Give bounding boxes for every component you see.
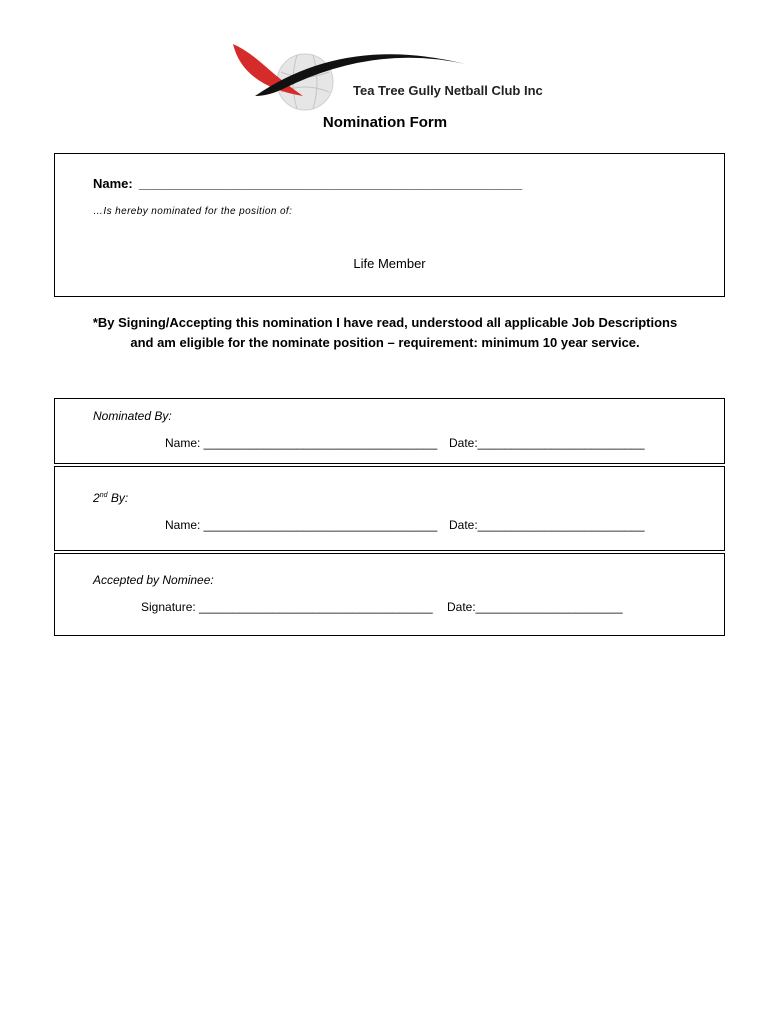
nominated-statement: …Is hereby nominated for the position of: (93, 206, 293, 217)
club-name-text: Tea Tree Gully Netball Club Inc (353, 83, 543, 98)
accepted-by-heading: Accepted by Nominee: (93, 573, 214, 587)
page-title: Nomination Form (322, 114, 448, 131)
nominated-by-heading: Nominated By: (93, 409, 172, 423)
accepted-by-section (54, 553, 725, 636)
nominee-signature-field[interactable]: Signature: ___________________________________ (141, 600, 433, 614)
seconded-by-ordinal: nd (99, 492, 108, 499)
nominated-by-date-field[interactable]: Date:_________________________ (449, 436, 645, 450)
seconded-by-number: 2 (93, 491, 100, 505)
seconded-by-name-field[interactable]: Name: ___________________________________ (165, 518, 438, 532)
nominated-by-name-field[interactable]: Name: ___________________________________ (165, 436, 438, 450)
nominee-name-field[interactable]: _____________________________________________________ (139, 176, 523, 191)
position-value: Life Member (353, 256, 426, 271)
seconded-by-heading (93, 491, 128, 505)
nominee-name-label: Name: (93, 176, 133, 191)
netball-swoosh-icon (225, 38, 555, 120)
declaration-text: *By Signing/Accepting this nomination I have read, understood all applicable Job Descriptions and am eligible for the nominate position – requirement: minimum 10 year service. (92, 315, 678, 350)
seconded-by-suffix: By: (107, 491, 129, 505)
nominated-by-section (54, 398, 725, 464)
nominee-date-field[interactable]: Date:______________________ (447, 600, 623, 614)
seconded-by-section (54, 466, 725, 551)
nominee-section (54, 153, 725, 297)
club-logo (225, 38, 555, 120)
seconded-by-date-field[interactable]: Date:_________________________ (449, 518, 645, 532)
